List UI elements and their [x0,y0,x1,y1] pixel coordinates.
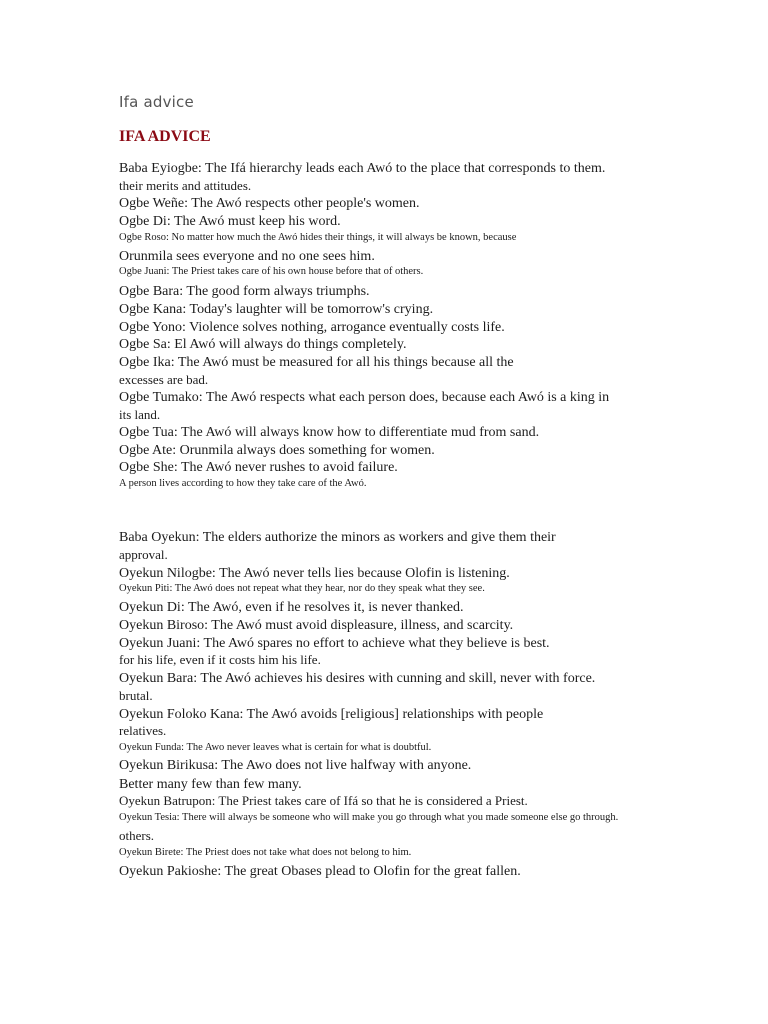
text-line: Ogbe Tumako: The Awó respects what each person does, because each Awó is a king in [119,390,610,405]
text-line: Oyekun Foloko Kana: The Awó avoids [religious] relationships with people [119,707,544,722]
text-line: Oyekun Pakioshe: The great Obases plead to Olofin for the great fallen. [119,864,521,879]
text-line: Baba Oyekun: The elders authorize the minors as workers and give them their [119,530,556,545]
text-line: excesses are bad. [119,372,209,387]
text-line: Ogbe Ate: Orunmila always does something for women. [119,443,435,458]
text-line: relatives. [119,723,167,738]
text-line: Oyekun Birete: The Priest does not take what does not belong to him. [119,847,412,858]
text-line: Ogbe Weñe: The Awó respects other people's women. [119,196,420,211]
text-line: approval. [119,547,168,562]
text-line: Baba Eyiogbe: The Ifá hierarchy leads each Awó to the place that corresponds to them. [119,161,606,176]
text-line: Better many few than few many. [119,777,302,792]
text-line: Ogbe Ika: The Awó must be measured for all his things because all the [119,355,514,370]
text-line: Ogbe Di: The Awó must keep his word. [119,214,341,229]
document-title: Ifa advice [119,93,194,111]
text-line: Ogbe Juani: The Priest takes care of his own house before that of others. [119,266,424,277]
text-line: Oyekun Biroso: The Awó must avoid displeasure, illness, and scarcity. [119,618,514,633]
text-line: Oyekun Nilogbe: The Awó never tells lies because Olofin is listening. [119,566,510,581]
text-line: for his life, even if it costs him his life. [119,652,321,667]
text-line: Ogbe Yono: Violence solves nothing, arrogance eventually costs life. [119,320,505,335]
text-line: Oyekun Di: The Awó, even if he resolves it, is never thanked. [119,600,464,615]
text-line: their merits and attitudes. [119,178,252,193]
text-line: Ogbe Bara: The good form always triumphs. [119,284,370,299]
text-line: Oyekun Juani: The Awó spares no effort to achieve what they believe is best. [119,636,550,651]
text-line: Oyekun Bara: The Awó achieves his desires with cunning and skill, never with force. [119,671,596,686]
text-line: Oyekun Tesia: There will always be someone who will make you go through what you made someone else go through. [119,812,619,823]
text-line: Ogbe Roso: No matter how much the Awó hides their things, it will always be known, because [119,232,517,243]
text-line: A person lives according to how they take care of the Awó. [119,478,367,489]
text-line: Oyekun Birikusa: The Awo does not live halfway with anyone. [119,758,472,773]
text-line: Ogbe She: The Awó never rushes to avoid failure. [119,460,398,475]
text-line: others. [119,828,155,843]
text-line: its land. [119,407,161,422]
text-line: Ogbe Kana: Today's laughter will be tomorrow's crying. [119,302,434,317]
text-line: Oyekun Batrupon: The Priest takes care of Ifá so that he is considered a Priest. [119,793,528,808]
text-line: Orunmila sees everyone and no one sees him. [119,249,375,264]
text-line: Ogbe Sa: El Awó will always do things completely. [119,337,407,352]
text-line: Ogbe Tua: The Awó will always know how to differentiate mud from sand. [119,425,540,440]
section-heading: IFA ADVICE [119,128,211,145]
text-line: Oyekun Funda: The Awo never leaves what is certain for what is doubtful. [119,742,432,753]
text-line: Oyekun Piti: The Awó does not repeat what they hear, nor do they speak what they see. [119,583,485,594]
text-line: brutal. [119,688,153,703]
